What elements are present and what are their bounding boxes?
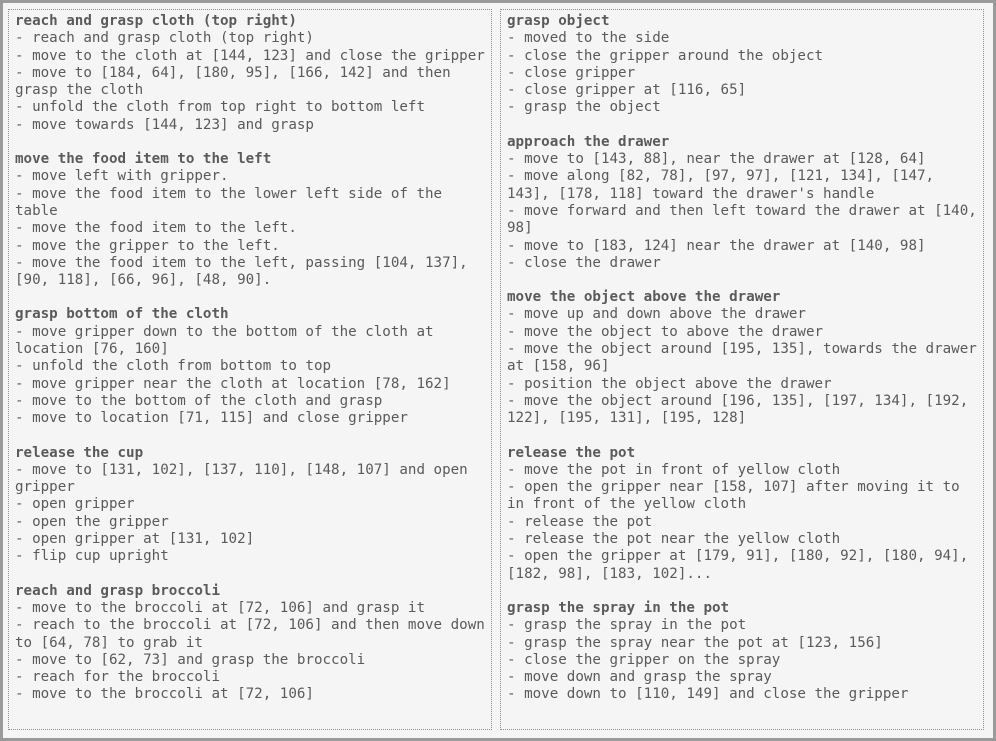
- task-section: [507, 445, 983, 583]
- task-title: grasp bottom of the cloth: [15, 306, 229, 323]
- instruction-line: - grasp the spray near the pot at [123, 156]: [507, 634, 883, 651]
- instruction-line: - move to the broccoli at [72, 106] and grasp it: [15, 599, 425, 616]
- instruction-line: - move the food item to the left.: [15, 220, 297, 237]
- task-title: release the pot: [507, 444, 636, 461]
- instruction-line: - move along [82, 78], [97, 97], [121, 134], [147, 143], [178, 118] toward the drawer's handle: [507, 168, 943, 202]
- instruction-line: - reach and grasp cloth (top right): [15, 30, 314, 47]
- instruction-line: - move to [143, 88], near the drawer at [128, 64]: [507, 151, 926, 168]
- instruction-line: - close gripper at [116, 65]: [507, 82, 747, 99]
- instruction-line: - position the object above the drawer: [507, 375, 832, 392]
- task-section: [15, 582, 494, 704]
- task-section: [507, 289, 986, 427]
- task-title: reach and grasp broccoli: [15, 582, 220, 599]
- right-column: [500, 9, 984, 730]
- task-section: [15, 13, 491, 134]
- instruction-line: - move gripper near the cloth at location [78, 162]: [15, 375, 451, 392]
- instruction-line: - grasp the object: [507, 99, 661, 116]
- instruction-line: - move the pot in front of yellow cloth: [507, 461, 841, 478]
- instruction-line: - release the pot near the yellow cloth: [507, 531, 841, 548]
- instruction-line: - move to [62, 73] and grasp the broccoli: [15, 651, 366, 668]
- instruction-line: - open the gripper: [15, 513, 169, 530]
- instruction-line: - move gripper down to the bottom of the cloth at location [76, 160]: [15, 323, 443, 358]
- instruction-line: - move the object around [195, 135], towards the drawer at [158, 96]: [507, 341, 986, 375]
- task-title: approach the drawer: [507, 133, 670, 150]
- instruction-line: - move the object to above the drawer: [507, 323, 824, 340]
- instruction-line: - move the gripper to the left.: [15, 237, 280, 254]
- instruction-line: - move down and grasp the spray: [507, 669, 772, 686]
- task-section: [507, 600, 983, 704]
- instruction-line: - move the object around [196, 135], [197, 134], [192, 122], [195, 131], [195, 128]: [507, 392, 977, 427]
- instruction-line: - unfold the cloth from bottom to top: [15, 358, 332, 375]
- instruction-line: - move to the broccoli at [72, 106]: [15, 686, 314, 703]
- instruction-line: - close the drawer: [507, 254, 661, 271]
- instruction-line: - grasp the spray in the pot: [507, 617, 747, 634]
- task-title: release the cup: [15, 444, 144, 461]
- instruction-line: - close the gripper around the object: [507, 47, 824, 64]
- instruction-line: - close gripper: [507, 64, 636, 81]
- task-title: reach and grasp cloth (top right): [15, 13, 297, 29]
- task-section: [507, 13, 983, 117]
- instruction-line: - reach for the broccoli: [15, 669, 220, 686]
- instruction-line: - move to [184, 64], [180, 95], [166, 142] and then grasp the cloth: [15, 64, 460, 99]
- left-column: [8, 9, 492, 730]
- task-title: move the object above the drawer: [507, 289, 781, 306]
- instruction-line: - flip cup upright: [15, 548, 169, 565]
- instruction-line: - move towards [144, 123] and grasp: [15, 116, 314, 133]
- task-section: [507, 133, 986, 272]
- instruction-line: - move up and down above the drawer: [507, 306, 806, 323]
- instruction-line: - move to [131, 102], [137, 110], [148, 107] and open gripper: [15, 461, 477, 496]
- instruction-line: - move the food item to the left, passing [104, 137], [90, 118], [66, 96], [48, 90].: [15, 254, 477, 289]
- instruction-line: - move down to [110, 149] and close the gripper: [507, 686, 909, 703]
- instruction-line: - move forward and then left toward the drawer at [140, 98]: [507, 202, 986, 237]
- instruction-line: - move to [183, 124] near the drawer at [140, 98]: [507, 237, 926, 254]
- instruction-line: - open gripper: [15, 496, 135, 513]
- task-section: [15, 445, 491, 566]
- task-section: [15, 151, 491, 289]
- task-title: move the food item to the left: [15, 151, 272, 168]
- instruction-line: - move to the cloth at [144, 123] and close the gripper: [15, 47, 485, 64]
- instruction-line: - unfold the cloth from top right to bottom left: [15, 99, 425, 116]
- task-title: grasp the spray in the pot: [507, 599, 730, 616]
- task-section: [15, 306, 491, 427]
- instruction-line: - open the gripper near [158, 107] after moving it to in front of the yellow cloth: [507, 479, 969, 513]
- instruction-line: - open gripper at [131, 102]: [15, 531, 255, 548]
- instruction-line: - move the food item to the lower left side of the table: [15, 185, 451, 219]
- task-title: grasp object: [507, 13, 610, 29]
- instruction-line: - close the gripper on the spray: [507, 651, 781, 668]
- instruction-line: - release the pot: [507, 513, 653, 530]
- instruction-line: - move to location [71, 115] and close gripper: [15, 410, 408, 427]
- instruction-line: - reach to the broccoli at [72, 106] and then move down to [64, 78] to grab it: [15, 617, 494, 651]
- instruction-line: - moved to the side: [507, 30, 670, 47]
- instruction-line: - open the gripper at [179, 91], [180, 92], [180, 94], [182, 98], [183, 102]...: [507, 548, 977, 582]
- instruction-line: - move to the bottom of the cloth and grasp: [15, 392, 383, 409]
- instruction-line: - move left with gripper.: [15, 168, 229, 185]
